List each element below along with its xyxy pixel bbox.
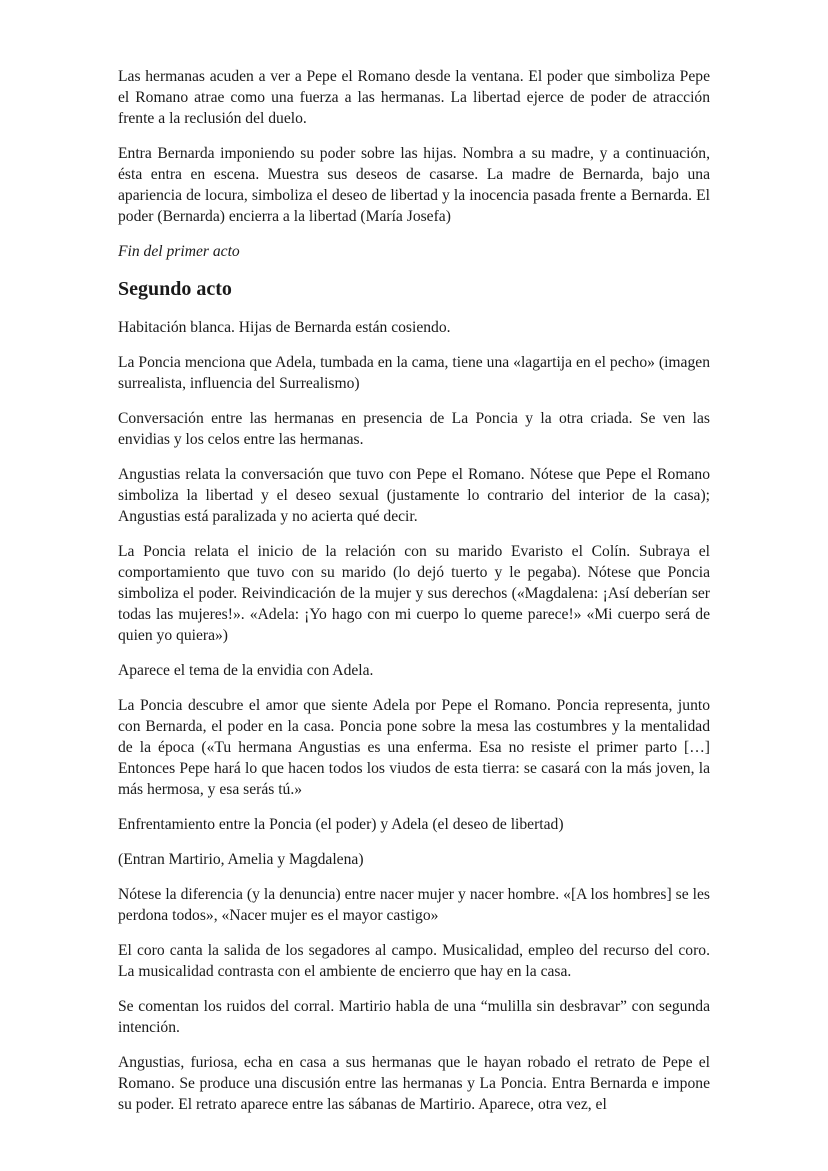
paragraph: Enfrentamiento entre la Poncia (el poder) y Adela (el deseo de libertad) bbox=[118, 816, 564, 833]
paragraph: Habitación blanca. Hijas de Bernarda están cosiendo. bbox=[118, 319, 451, 336]
paragraph: Angustias relata la conversación que tuvo con Pepe el Romano. Nótese que Pepe el Romano simboliza la libertad y el deseo sexual (justamente lo contrario del interior de la casa); Angustias está paralizada y no acierta qué decir. bbox=[118, 466, 710, 525]
paragraph: Las hermanas acuden a ver a Pepe el Romano desde la ventana. El poder que simboliza Pepe el Romano atrae como una fuerza a las hermanas. La libertad ejerce de poder de atracción frente a la reclusión del duelo. bbox=[118, 68, 710, 127]
paragraph: El coro canta la salida de los segadores al campo. Musicalidad, empleo del recurso del coro. La musicalidad contrasta con el ambiente de encierro que hay en la casa. bbox=[118, 942, 710, 980]
paragraph: Angustias, furiosa, echa en casa a sus hermanas que le hayan robado el retrato de Pepe el Romano. Se produce una discusión entre las hermanas y La Poncia. Entra Bernarda e impone su poder. El retrato aparece entre las sábanas de Martirio. Aparece, otra vez, el bbox=[118, 1054, 710, 1113]
paragraph: Conversación entre las hermanas en presencia de La Poncia y la otra criada. Se ven las envidias y los celos entre las hermanas. bbox=[118, 410, 710, 448]
paragraph: La Poncia relata el inicio de la relación con su marido Evaristo el Colín. Subraya el comportamiento que tuvo con su marido (lo dejó tuerto y le pegaba). Nótese que Poncia simboliza el poder. Reivindicación de la mujer y sus derechos («Magdalena: ¡Así deberían ser todas las mujeres!». «Adela: ¡Yo hago con mi cuerpo lo queme parece!» «Mi cuerpo será de quien yo quiera») bbox=[118, 543, 710, 644]
section-heading: Segundo acto bbox=[118, 278, 232, 300]
paragraph: Se comentan los ruidos del corral. Martirio habla de una “mulilla sin desbravar” con segunda intención. bbox=[118, 998, 710, 1036]
paragraph: (Entran Martirio, Amelia y Magdalena) bbox=[118, 851, 364, 868]
document-page bbox=[118, 66, 710, 1129]
paragraph: La Poncia descubre el amor que siente Adela por Pepe el Romano. Poncia representa, junto con Bernarda, el poder en la casa. Poncia pone sobre la mesa las costumbres y la mentalidad de la época («Tu hermana Angustias es una enferma. Esa no resiste el primer parto […] Entonces Pepe hará lo que hacen todos los viudos de esta tierra: se casará con la más joven, la más hermosa, y esa serás tú.» bbox=[118, 697, 710, 798]
paragraph: Aparece el tema de la envidia con Adela. bbox=[118, 662, 374, 679]
paragraph: Nótese la diferencia (y la denuncia) entre nacer mujer y nacer hombre. «[A los hombres] se les perdona todos», «Nacer mujer es el mayor castigo» bbox=[118, 886, 710, 924]
paragraph: La Poncia menciona que Adela, tumbada en la cama, tiene una «lagartija en el pecho» (imagen surrealista, influencia del Surrealismo) bbox=[118, 354, 710, 392]
paragraph: Entra Bernarda imponiendo su poder sobre las hijas. Nombra a su madre, y a continuación, ésta entra en escena. Muestra sus deseos de casarse. La madre de Bernarda, bajo una apariencia de locura, simboliza el deseo de libertad y la inocencia pasada frente a Bernarda. El poder (Bernarda) encierra a la libertad (María Josefa) bbox=[118, 145, 710, 225]
end-of-act-note: Fin del primer acto bbox=[118, 243, 240, 260]
